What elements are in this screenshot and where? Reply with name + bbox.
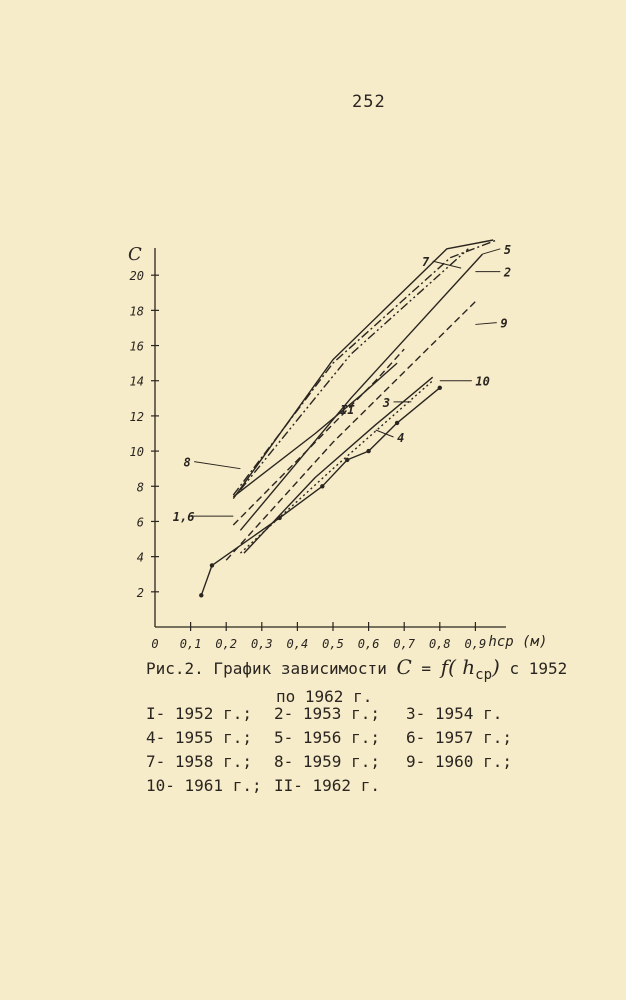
x-tick-label: 0,8	[428, 637, 451, 651]
legend-row	[146, 702, 512, 726]
data-point	[199, 593, 203, 597]
series-label: 5	[503, 242, 512, 257]
caption-suffix: с 1952	[499, 659, 568, 678]
x-tick-label: 0,5	[322, 637, 344, 651]
y-tick-label: 14	[129, 374, 144, 389]
chart-series	[199, 240, 497, 598]
x-tick-label: 0	[151, 637, 159, 651]
series-label: 2	[503, 265, 512, 280]
x-axis-label: hср (м)	[488, 634, 548, 650]
legend	[146, 702, 512, 798]
caption-formula-close: )	[492, 655, 500, 679]
series-label: 1,6	[172, 510, 195, 525]
y-tick-label: 18	[129, 304, 144, 319]
caption-formula-eq: =	[411, 659, 441, 678]
leader-line	[194, 462, 240, 469]
series-label: 9	[500, 316, 508, 331]
legend-item: II- 1962 г.	[274, 776, 380, 795]
y-tick-label: 20	[129, 269, 144, 284]
chart-labels	[173, 243, 511, 524]
caption-line2: по 1962 г.	[276, 687, 373, 706]
series-line-7	[240, 249, 468, 490]
caption-formula-f: f	[440, 655, 449, 679]
series-line-9	[226, 302, 475, 561]
legend-item: 2- 1953 г.;	[274, 704, 380, 723]
x-tick-label: 0,6	[357, 637, 380, 651]
legend-item: 5- 1956 г.;	[274, 728, 380, 747]
x-tick-label: 0,3	[250, 637, 273, 651]
data-point	[395, 421, 399, 425]
x-tick-label: 0,7	[393, 637, 416, 651]
legend-row	[146, 750, 512, 774]
figure-caption	[146, 656, 566, 708]
y-tick-label: 10	[129, 445, 144, 460]
caption-formula-sub: ср	[475, 667, 492, 683]
caption-formula-c: C	[396, 655, 412, 679]
series-label: 3	[382, 395, 391, 410]
legend-row	[146, 726, 512, 750]
x-tick-label: 0,1	[179, 637, 202, 651]
legend-item: 9- 1960 г.;	[406, 752, 512, 771]
series-label: 8	[183, 455, 191, 470]
y-tick-label: 12	[129, 409, 144, 424]
data-point	[210, 563, 214, 567]
y-tick-label: 6	[136, 515, 144, 530]
legend-item: 3- 1954 г.	[406, 704, 503, 723]
legend-item: 10- 1961 г.;	[146, 776, 262, 795]
series-line-3	[244, 377, 433, 553]
legend-item: I- 1952 г.;	[146, 704, 252, 723]
x-tick-label: 0,4	[286, 637, 309, 651]
caption-formula-h: ( h	[448, 655, 476, 679]
x-tick-label: 0,9	[464, 637, 487, 651]
series-line-2	[240, 254, 482, 530]
leader-line	[475, 323, 496, 325]
y-tick-label: 16	[129, 339, 144, 354]
legend-item: 7- 1958 г.;	[146, 752, 252, 771]
caption-prefix: Рис.2. График зависимости	[146, 659, 387, 678]
x-tick-label: 0,2	[215, 637, 238, 651]
series-label: 10	[475, 374, 490, 389]
series-label: 7	[422, 255, 430, 270]
page-number: 252	[352, 92, 386, 112]
series-line-4	[201, 388, 439, 596]
y-axis-label: C	[128, 244, 142, 265]
leader-line	[483, 249, 501, 254]
series-line-5	[233, 240, 497, 495]
legend-item: 6- 1957 г.;	[406, 728, 512, 747]
data-point	[366, 449, 370, 453]
series-line-1,6	[233, 240, 493, 499]
series-label: II	[340, 402, 355, 417]
data-point	[438, 386, 442, 390]
y-tick-label: 2	[136, 585, 144, 600]
data-point	[320, 484, 324, 488]
y-tick-label: 8	[136, 480, 144, 495]
legend-row	[146, 774, 512, 798]
y-tick-label: 4	[136, 550, 144, 565]
chart-axes	[128, 244, 547, 651]
legend-item: 4- 1955 г.;	[146, 728, 252, 747]
series-label: 4	[397, 431, 405, 446]
legend-item: 8- 1959 г.;	[274, 752, 380, 771]
